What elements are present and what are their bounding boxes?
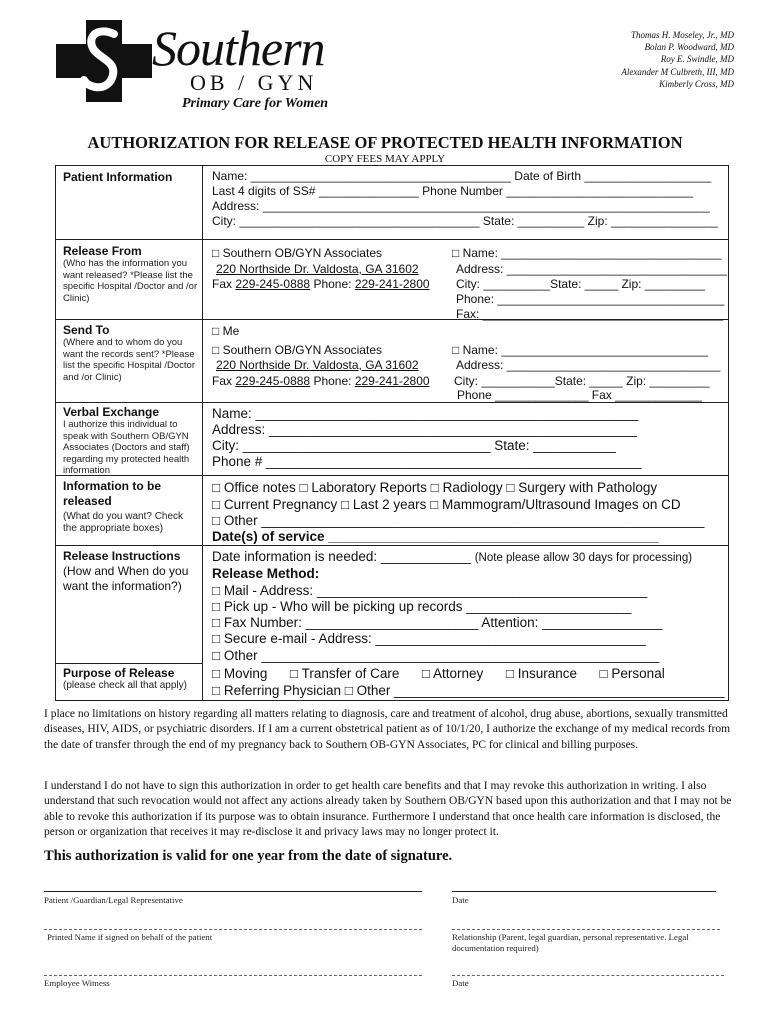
info-released-desc: (What do you want? Check the appropriate boxes) bbox=[63, 511, 184, 534]
release-from-other-city[interactable]: City: __________State: _____ Zip: _________ bbox=[456, 277, 705, 291]
revocation-paragraph: I understand I do not have to sign this authorization in order to get health care benefits and that I may revoke this authorization in writing. I also understand that such revocation would not affect any actions already taken by Southern OB/GYN based upon this authorization and that I may not be able to revoke this authorization if its purpose was to obtain insurance. Furthermore I understand that once health care information is disclosed, the person or organization that receives it may re-disclose it and privacy laws may no longer protect it. bbox=[44, 780, 732, 838]
patient-signature-label: Patient /Guardian/Legal Representative bbox=[44, 895, 183, 905]
send-to-me-checkbox[interactable]: □ Me bbox=[212, 324, 240, 338]
verbal-address-field[interactable]: Address: _________________________________________________ bbox=[212, 422, 637, 437]
date2-line[interactable] bbox=[452, 975, 724, 976]
release-instructions-label: Release Instructions bbox=[63, 549, 181, 563]
limitations-paragraph: I place no limitations on history regarding all matters relating to diagnosis, care and treatment of alcohol, drug abuse, abortions, sexually transmitted diseases, HIV, AIDS, or psychiatric disorders. If I am a current obstetrical patient as of 10/1/20, I authorize the exchange of my medical records from the date of transfer through the end of my pregnancy back to Southern OB-GYN Associates, PC for clinical and billing purposes. bbox=[44, 708, 731, 751]
printed-name-line[interactable] bbox=[44, 929, 422, 930]
dates-of-service-field[interactable]: Date(s) of service ____________________________________________ bbox=[212, 529, 659, 544]
phone-label: Phone: bbox=[313, 277, 352, 291]
release-from-contact bbox=[212, 277, 430, 292]
send-to-other-address[interactable]: Address: ________________________________ bbox=[456, 358, 721, 372]
send-to-label: Send To bbox=[63, 323, 110, 337]
fax-label: Fax bbox=[212, 277, 233, 291]
witness-label: Employee Witness bbox=[44, 978, 110, 988]
doctor-name: Bolan P. Woodward, MD bbox=[644, 42, 734, 53]
purpose-checkboxes-row1[interactable]: □ Moving □ Transfer of Care □ Attorney □ Insurance □ Personal bbox=[212, 666, 665, 681]
info-released-label: Information to be released bbox=[63, 479, 161, 508]
send-to-desc: (Where and to whom do you want the records sent? *Please list the specific Hospital /Doctor and /or Clinic) bbox=[63, 337, 195, 383]
method-other-checkbox[interactable]: □ Other _____________________________________________________ bbox=[212, 648, 660, 663]
doctor-name: Alexander M Culbreth, III, MD bbox=[621, 66, 734, 77]
row-divider bbox=[55, 239, 729, 240]
copy-fees-note: COPY FEES MAY APPLY bbox=[324, 153, 446, 165]
form-title: AUTHORIZATION FOR RELEASE OF PROTECTED HEALTH INFORMATION bbox=[87, 133, 683, 152]
verbal-city-state-field[interactable]: City: _________________________________ State: ___________ bbox=[212, 438, 616, 453]
send-to-other-name[interactable]: □ Name: _______________________________ bbox=[452, 343, 709, 357]
witness-line[interactable] bbox=[44, 975, 422, 976]
patient-city-state-zip-field[interactable]: City: ____________________________________ State: __________ Zip: ________________ bbox=[212, 214, 718, 228]
logo-cross-icon bbox=[56, 20, 152, 102]
phone-number: 229-241-2800 bbox=[354, 277, 430, 291]
release-from-other-address[interactable]: Address: _________________________________ bbox=[456, 262, 727, 276]
release-from-label: Release From bbox=[63, 244, 142, 258]
row-divider bbox=[55, 663, 202, 664]
fax-number: 229-245-0888 bbox=[235, 374, 311, 388]
printed-name-label: Printed Name if signed on behalf of the patient bbox=[47, 932, 213, 942]
relationship-label: Relationship (Parent, legal guardian, personal representative. Legal documentation required) bbox=[452, 932, 689, 953]
row-divider bbox=[55, 545, 729, 546]
send-to-other-phone-fax[interactable]: Phone ______________ Fax _____________ bbox=[457, 388, 702, 402]
phone-label: Phone: bbox=[313, 374, 352, 388]
fax-label: Fax bbox=[212, 374, 233, 388]
verbal-phone-field[interactable]: Phone # __________________________________________________ bbox=[212, 454, 642, 469]
method-email-checkbox[interactable]: □ Secure e-mail - Address: ____________________________________ bbox=[212, 631, 646, 646]
validity-statement: This authorization is valid for one year from the date of signature. bbox=[44, 848, 453, 864]
verbal-exchange-label: Verbal Exchange bbox=[63, 405, 160, 419]
doctor-list bbox=[621, 29, 734, 90]
info-checkboxes-row1[interactable]: □ Office notes □ Laboratory Reports □ Radiology □ Surgery with Pathology bbox=[212, 480, 658, 495]
doctor-name: Thomas H. Moseley, Jr., MD bbox=[631, 30, 734, 40]
release-from-org-checkbox[interactable]: □ Southern OB/GYN Associates bbox=[212, 246, 382, 260]
method-mail-checkbox[interactable]: □ Mail - Address: ____________________________________________ bbox=[212, 583, 648, 598]
patient-ssn-phone-field[interactable]: Last 4 digits of SS# _______________ Phone Number ____________________________ bbox=[212, 184, 694, 198]
send-to-org-checkbox[interactable]: □ Southern OB/GYN Associates bbox=[212, 343, 382, 357]
date2-label: Date bbox=[452, 978, 469, 988]
release-from-desc: (Who has the information you want released? *Please list the specific Hospital /Doctor and /or Clinic) bbox=[63, 258, 198, 304]
patient-info-label: Patient Information bbox=[63, 170, 173, 184]
method-pickup-checkbox[interactable]: □ Pick up - Who will be picking up records ______________________ bbox=[212, 599, 632, 614]
verbal-exchange-desc: I authorize this individual to speak with Southern OB/GYN Associates (Doctors and staff) regarding my protected health information bbox=[63, 419, 190, 477]
fax-number: 229-245-0888 bbox=[235, 277, 311, 291]
release-from-other-phone[interactable]: Phone: __________________________________ bbox=[456, 292, 725, 306]
verbal-name-field[interactable]: Name: ___________________________________________________ bbox=[212, 406, 639, 421]
patient-address-field[interactable]: Address: ___________________________________________________________________ bbox=[212, 199, 710, 213]
doctor-name: Roy E. Swindle, MD bbox=[660, 54, 734, 65]
release-method-heading: Release Method: bbox=[212, 566, 320, 581]
purpose-checkboxes-row2[interactable]: □ Referring Physician □ Other ____________________________________________ bbox=[212, 683, 725, 698]
info-other-field[interactable]: □ Other ___________________________________________________________ bbox=[212, 513, 705, 528]
purpose-label: Purpose of Release bbox=[63, 666, 175, 680]
info-checkboxes-row2[interactable]: □ Current Pregnancy □ Last 2 years □ Mammogram/Ultrasound Images on CD bbox=[212, 497, 681, 512]
phone-number: 229-241-2800 bbox=[354, 374, 430, 388]
release-from-other-name[interactable]: □ Name: _________________________________ bbox=[452, 246, 722, 260]
logo-sub: OB / GYN bbox=[190, 70, 318, 95]
relationship-line[interactable] bbox=[452, 929, 720, 930]
doctor-name: Kimberly Cross, MD bbox=[659, 78, 734, 89]
release-from-other-fax[interactable]: Fax: ____________________________________ bbox=[456, 307, 723, 321]
send-to-address: 220 Northside Dr. Valdosta, GA 31602 bbox=[216, 358, 419, 372]
release-instructions-desc: (How and When do you want the information?) bbox=[63, 564, 189, 593]
send-to-contact bbox=[212, 374, 430, 389]
purpose-desc: (please check all that apply) bbox=[63, 680, 187, 691]
patient-name-dob-field[interactable]: Name: _______________________________________ Date of Birth ___________________ bbox=[212, 169, 712, 183]
logo-word: Southern bbox=[152, 20, 325, 76]
patient-signature-line[interactable] bbox=[44, 891, 422, 892]
send-to-other-city[interactable]: City: ___________State: _____ Zip: _________ bbox=[454, 374, 710, 388]
date1-label: Date bbox=[452, 895, 469, 905]
release-from-address: 220 Northside Dr. Valdosta, GA 31602 bbox=[216, 262, 419, 276]
date-needed-note: (Note please allow 30 days for processing) bbox=[474, 552, 693, 564]
date-needed-text: Date information is needed: ____________ bbox=[212, 549, 471, 564]
logo bbox=[56, 14, 386, 114]
date1-signature-line[interactable] bbox=[452, 891, 716, 892]
method-fax-checkbox[interactable]: □ Fax Number: _______________________ Attention: ________________ bbox=[212, 615, 663, 630]
logo-tagline: Primary Care for Women bbox=[182, 96, 329, 111]
table-divider bbox=[202, 165, 203, 701]
